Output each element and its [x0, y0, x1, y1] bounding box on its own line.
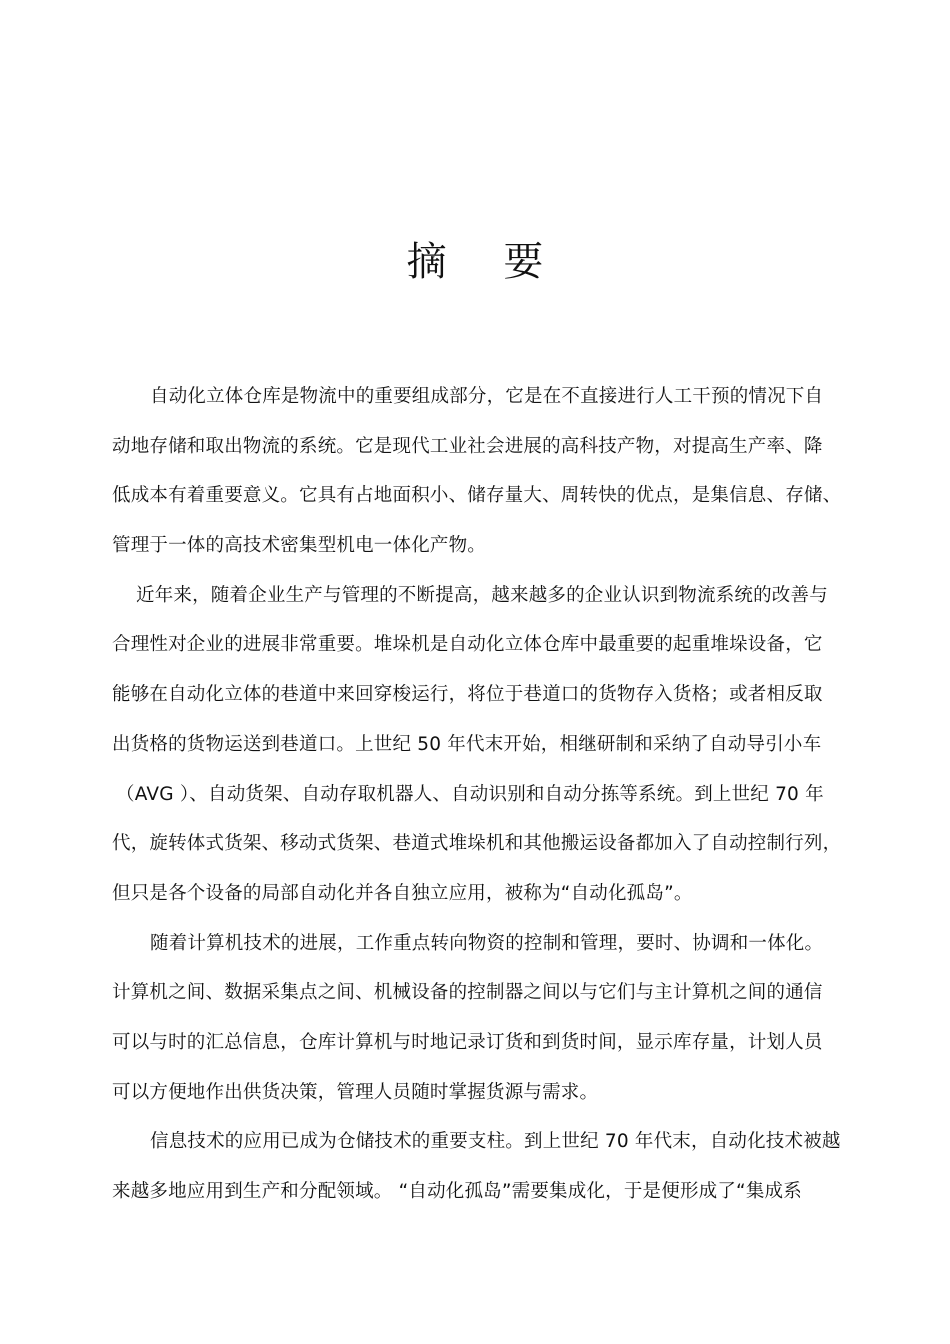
paragraph-2-line-3: 能够在自动化立体的巷道中来回穿梭运行，将位于巷道口的货物存入货格；或者相反取 — [112, 684, 823, 706]
paragraph-1-line-4: 管理于一体的高技术密集型机电一体化产物。 — [112, 535, 487, 557]
paragraph-3-line-2: 计算机之间、数据采集点之间、机械设备的控制器之间以与它们与主计算机之间的通信 — [112, 982, 823, 1004]
paragraph-2-line-4: 出货格的货物运送到巷道口。上世纪 50 年代末开始，相继研制和采纳了自动导引小车 — [112, 733, 822, 755]
paragraph-1-line-2: 动地存储和取出物流的系统。它是现代工业社会进展的高科技产物，对提高生产率、降 — [112, 435, 823, 457]
paragraph-4-line-1: 信息技术的应用已成为仓储技术的重要支柱。到上世纪 70 年代末，自动化技术被越 — [150, 1131, 841, 1153]
paragraph-4-line-2: 来越多地应用到生产和分配领域。 “自动化孤岛”需要集成化，于是便形成了“集成系 — [112, 1181, 802, 1202]
paragraph-2-line-1: 近年来，随着企业生产与管理的不断提高，越来越多的企业认识到物流系统的改善与 — [136, 584, 828, 606]
page-title: 摘 要 — [406, 239, 566, 285]
paragraph-2-line-5: （AVG ）、自动货架、自动存取机器人、自动识别和自动分拣等系统。到上世纪 70 年 — [116, 783, 824, 805]
paragraph-2-line-7: 但只是各个设备的局部自动化并各自独立应用，被称为“自动化孤岛”。 — [112, 882, 693, 904]
paragraph-2-line-2: 合理性对企业的进展非常重要。堆垛机是自动化立体仓库中最重要的起重堆垛设备，它 — [112, 634, 823, 656]
paragraph-2-line-6: 代，旋转体式货架、移动式货架、巷道式堆垛机和其他搬运设备都加入了自动控制行列， — [112, 833, 842, 855]
paragraph-3-line-3: 可以与时的汇总信息，仓库计算机与时地记录订货和到货时间，显示库存量，计划人员 — [112, 1031, 823, 1053]
body-text — [112, 372, 856, 1217]
paragraph-3-line-1: 随着计算机技术的进展，工作重点转向物资的控制和管理，要时、协调和一体化。 — [150, 932, 824, 954]
paragraph-3-line-4: 可以方便地作出供货决策，管理人员随时掌握货源与需求。 — [112, 1081, 599, 1103]
paragraph-1-line-1: 自动化立体仓库是物流中的重要组成部分，它是在不直接进行人工干预的情况下自 — [150, 386, 824, 407]
paragraph-1-line-3: 低成本有着重要意义。它具有占地面积小、储存量大、周转快的优点，是集信息、存储、 — [112, 485, 842, 507]
